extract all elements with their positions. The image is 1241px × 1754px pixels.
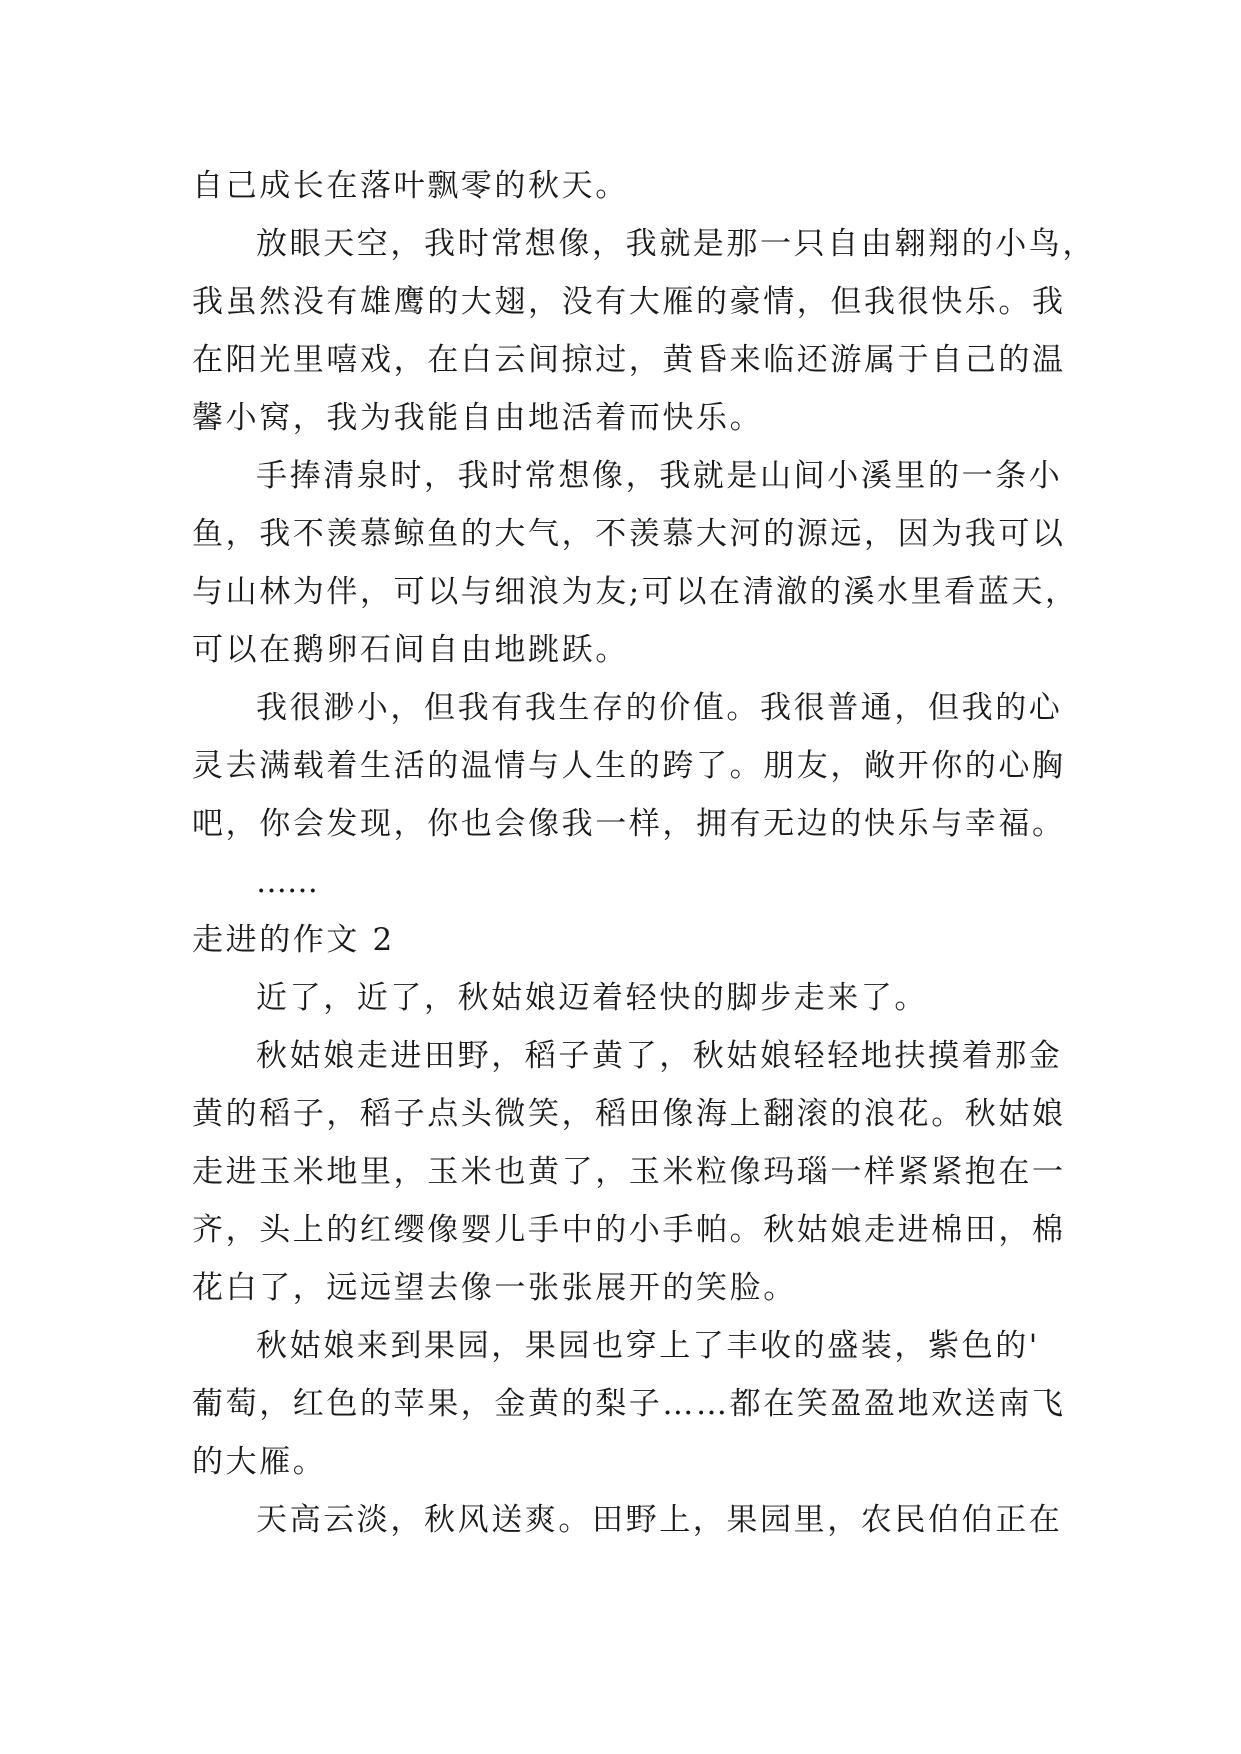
text-line: 秋姑娘来到果园，果园也穿上了丰收的盛装，紫色的'	[256, 1328, 1040, 1364]
section-title: 走进的作文 2	[192, 922, 395, 958]
text-line: 花白了，远远望去像一张张展开的笑脸。	[192, 1270, 797, 1306]
text-line: 放眼天空，我时常想像，我就是那一只自由翱翔的小鸟，	[256, 226, 1096, 262]
text-line: 在阳光里嘻戏，在白云间掠过，黄昏来临还游属于自己的温	[192, 342, 1066, 378]
text-line: 我很渺小，但我有我生存的价值。我很普通，但我的心	[256, 690, 1063, 726]
text-line: 鱼，我不羡慕鲸鱼的大气，不羡慕大河的源远，因为我可以	[192, 516, 1066, 552]
text-line: 走进玉米地里，玉米也黄了，玉米粒像玛瑙一样紧紧抱在一	[192, 1154, 1066, 1190]
text-line: 黄的稻子，稻子点头微笑，稻田像海上翻滚的浪花。秋姑娘	[192, 1096, 1066, 1132]
text-line: 自己成长在落叶飘零的秋天。	[192, 168, 629, 204]
text-line: 葡萄，红色的苹果，金黄的梨子……都在笑盈盈地欢送南飞	[192, 1386, 1066, 1422]
text-line: 近了，近了，秋姑娘迈着轻快的脚步走来了。	[256, 980, 928, 1016]
text-line: 吧，你会发现，你也会像我一样，拥有无边的快乐与幸福。	[192, 806, 1066, 842]
text-line: 我虽然没有雄鹰的大翅，没有大雁的豪情，但我很快乐。我	[192, 284, 1066, 320]
text-line: 可以在鹅卵石间自由地跳跃。	[192, 632, 629, 668]
text-line: 灵去满载着生活的温情与人生的跨了。朋友，敞开你的心胸	[192, 748, 1066, 784]
text-line: 手捧清泉时，我时常想像，我就是山间小溪里的一条小	[256, 458, 1063, 494]
text-line: 的大雁。	[192, 1444, 327, 1480]
text-line: 秋姑娘走进田野，稻子黄了，秋姑娘轻轻地扶摸着那金	[256, 1038, 1063, 1074]
ellipsis-line: ……	[256, 864, 318, 900]
text-line: 馨小窝，我为我能自由地活着而快乐。	[192, 400, 764, 436]
text-line: 天高云淡，秋风送爽。田野上，果园里，农民伯伯正在	[256, 1502, 1063, 1538]
text-line: 与山林为伴，可以与细浪为友;可以在清澈的溪水里看蓝天，	[192, 574, 1079, 610]
text-line: 齐，头上的红缨像婴儿手中的小手帕。秋姑娘走进棉田，棉	[192, 1212, 1066, 1248]
